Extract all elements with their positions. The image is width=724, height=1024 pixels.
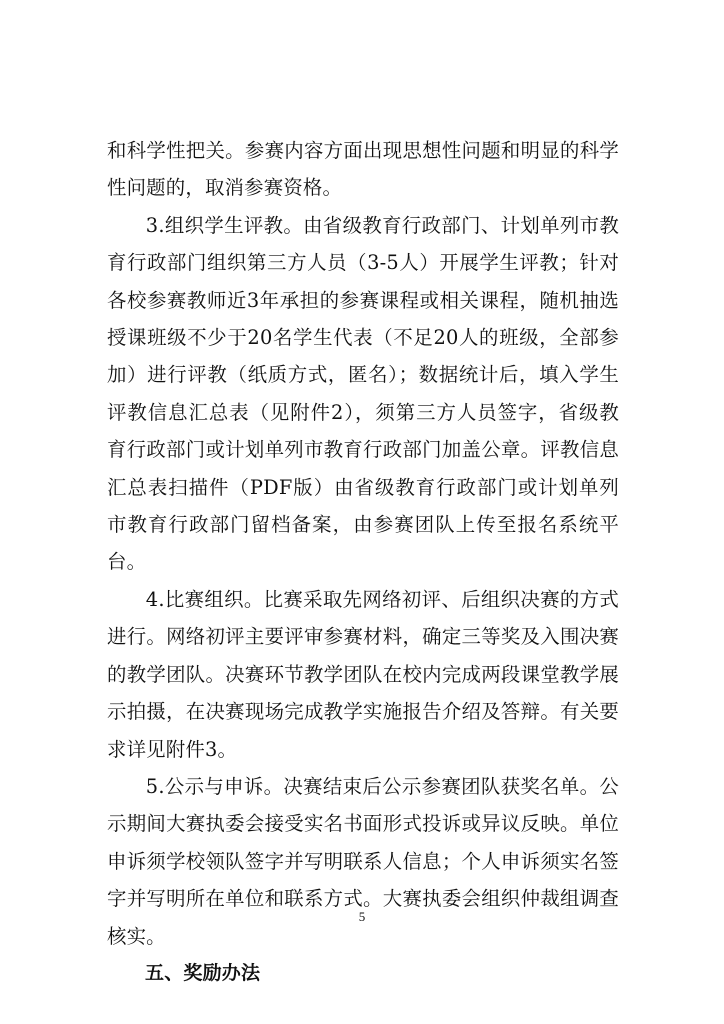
paragraph-competition-organization: 4.比赛组织。比赛采取先网络初评、后组织决赛的方式进行。网络初评主要评审参赛材料，确定三等奖及入围决赛的教学团队。决赛环节教学团队在校内完成两段课堂教学展示拍摄，在决赛现场完成教学实施报告介绍及答辩。有关要求详见附件3。 — [107, 587, 619, 761]
paragraph-student-evaluation: 3.组织学生评教。由省级教育行政部门、计划单列市教育行政部门组织第三方人员（3-5人）开展学生评教；针对各校参赛教师近3年承担的参赛课程或相关课程，随机抽选授课班级不少于20名学生代表（不足20人的班级，全部参加）进行评教（纸质方式，匿名）；数据统计后，填入学生评教信息汇总表（见附件2），须第三方人员签字，省级教育行政部门或计划单列市教育行政部门加盖公章。评教信息汇总表扫描件（PDF版）由省级教育行政部门或计划单列市教育行政部门留档备案，由参赛团队上传至报名系统平台。 — [107, 213, 619, 574]
section-heading-rewards: 五、奖励办法 — [145, 961, 261, 984]
document-body — [107, 132, 619, 992]
paragraph-continuation: 和科学性把关。参赛内容方面出现思想性问题和明显的科学性问题的，取消参赛资格。 — [107, 139, 619, 200]
page-number: 5 — [358, 909, 366, 924]
paragraph-publicity-appeal: 5.公示与申诉。决赛结束后公示参赛团队获奖名单。公示期间大赛执委会接受实名书面形式投诉或异议反映。单位申诉须学校领队签字并写明联系人信息；个人申诉须实名签字并写明所在单位和联系方式。大赛执委会组织仲裁组调查核实。 — [107, 774, 619, 948]
